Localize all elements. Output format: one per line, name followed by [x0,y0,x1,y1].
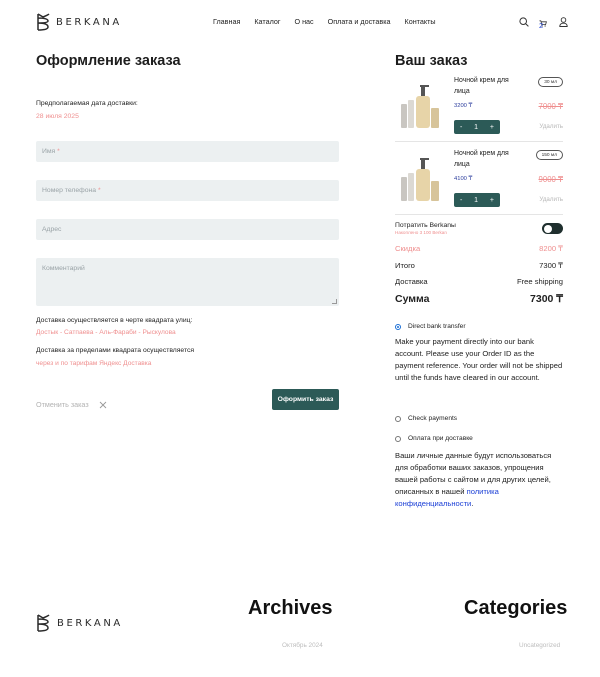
product-old-price: 7000 ₸ [538,102,563,111]
address-field[interactable] [36,219,339,240]
place-order-button[interactable]: Оформить заказ [272,389,339,410]
berkana-logo-icon [36,613,51,633]
payment-bank-label: Direct bank transfer [408,323,466,330]
address-field-placeholder: Адрес [42,226,62,233]
comment-field-placeholder: Комментарий [42,265,85,272]
decrease-button[interactable]: - [460,196,463,204]
discount-value: 8200 ₸ [539,244,563,253]
nav-item-home[interactable]: Главная [213,17,241,26]
subtotal-value: 7300 ₸ [539,261,563,270]
archives-item[interactable]: Октябрь 2024 [282,642,323,649]
berkana-balance: Накоплено 3 100 Berkan [395,230,447,235]
discount-label: Скидка [395,244,421,253]
outside-zone-title: Доставка за пределами квадрата осуществляется [36,347,195,354]
spend-berkana-toggle[interactable] [542,223,563,234]
resize-handle-icon[interactable] [332,299,337,304]
subtotal-row [395,261,563,270]
main-nav [213,17,436,26]
phone-field-placeholder: Номер телефона [42,187,97,194]
privacy-end: . [471,499,474,508]
delivery-zone-title: Доставка осуществляется в черте квадрата улиц: [36,317,193,324]
cancel-order-button[interactable] [36,400,107,409]
product-price: 3200 ₸ [454,103,473,109]
increase-button[interactable]: + [489,123,494,131]
header [0,0,600,44]
payment-bank-description: Make your payment directly into our bank account. Please use your Order ID as the payment reference. Your order will not be shipped until the funds have cleared in our account. [395,337,563,382]
delivery-date-value: 28 июля 2025 [36,113,79,120]
nav-item-contacts[interactable]: Контакты [404,17,436,26]
quantity-stepper [454,120,500,134]
discount-row [395,244,563,253]
payment-option-bank[interactable] [395,323,563,330]
berkana-logo-icon [36,12,51,32]
comment-field[interactable] [36,258,339,306]
radio-icon[interactable] [395,416,401,422]
radio-selected-icon[interactable] [395,324,401,330]
page-title: Оформление заказа [36,53,181,69]
nav-item-about[interactable]: О нас [294,17,314,26]
decrease-button[interactable]: - [460,123,463,131]
product-volume-badge: 150 мл [536,150,563,160]
delivery-date-label: Предполагаемая дата доставки: [36,100,138,107]
delivery-row [395,277,563,286]
cart-count-badge: 2 [539,21,544,30]
payment-cod-label: Оплата при доставке [408,435,473,442]
remove-item-button[interactable]: Удалить [539,196,563,203]
outside-zone-note: через и по тарифам Яндекс Доставка [36,360,152,367]
privacy-text: Ваши личные данные будут использоваться для обработки ваших заказов, упрощения вашей работы с сайтом и для других целей, описанных в нашей [395,451,552,496]
required-mark: * [96,187,101,194]
delivery-label: Доставка [395,277,428,286]
total-label: Сумма [395,293,430,305]
footer-logo[interactable] [36,613,123,633]
quantity-value[interactable]: 1 [474,196,479,204]
remove-item-button[interactable]: Удалить [539,123,563,130]
logo[interactable] [36,12,122,32]
payment-methods [395,323,563,384]
divider [395,214,563,215]
divider [395,141,563,142]
payment-check-label: Check payments [408,415,458,422]
phone-field[interactable] [36,180,339,201]
cart-button[interactable] [539,14,549,30]
subtotal-label: Итого [395,261,415,270]
product-volume-badge: 30 мл [538,77,563,87]
product-image [395,155,445,205]
delivery-zone-streets: Достык - Сатпаева - Аль-Фараби - Рыскулова [36,329,176,336]
nav-item-catalog[interactable]: Каталог [254,17,281,26]
order-item [395,149,563,209]
radio-icon[interactable] [395,436,401,442]
toggle-knob [544,225,552,233]
total-value: 7300 ₸ [530,293,563,305]
product-old-price: 9000 ₸ [538,175,563,184]
product-image [395,82,445,132]
quantity-value[interactable]: 1 [474,123,479,131]
cancel-order-label: Отменить заказ [36,400,89,409]
privacy-policy-link[interactable]: политика конфиденциальности [395,487,499,508]
delivery-value: Free shipping [516,277,563,286]
payment-option-check[interactable] [395,415,563,422]
close-icon [99,401,107,409]
spend-berkana-label: Потратить Berkanы [395,222,456,229]
user-icon[interactable] [559,14,568,32]
privacy-notice [395,450,563,510]
nav-item-payment-delivery[interactable]: Оплата и доставка [327,17,391,26]
search-icon[interactable] [519,14,529,32]
order-item [395,76,563,136]
spend-berkana-row [395,222,563,235]
increase-button[interactable]: + [489,196,494,204]
categories-item[interactable]: Uncategorized [519,642,561,649]
categories-title: Categories [464,597,568,619]
product-price: 4100 ₸ [454,176,473,182]
footer-logo-text: BERKANA [57,617,123,629]
name-field-placeholder: Имя [42,148,56,155]
required-mark: * [55,148,60,155]
total-row [395,293,563,305]
order-title: Ваш заказ [395,53,468,69]
archives-title: Archives [248,597,333,619]
header-icons [519,14,568,32]
payment-option-cod[interactable] [395,435,563,442]
logo-text: BERKANA [56,16,122,28]
name-field[interactable] [36,141,339,162]
quantity-stepper [454,193,500,207]
product-name[interactable]: Ночной крем для лица [454,77,509,95]
product-name[interactable]: Ночной крем для лица [454,150,509,168]
